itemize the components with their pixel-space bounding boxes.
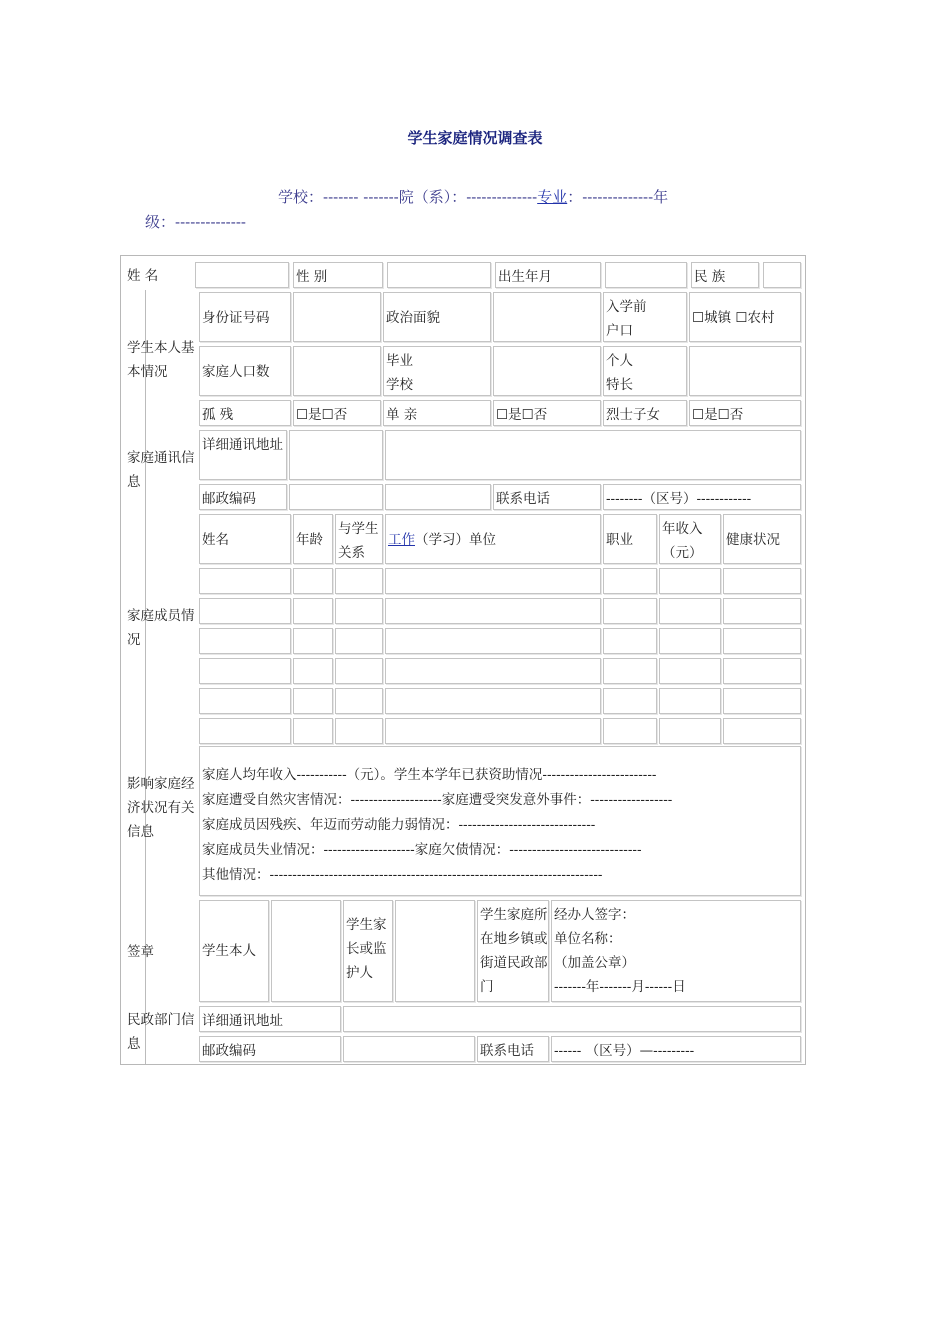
civil-address-field[interactable] bbox=[343, 1006, 801, 1032]
member-cell[interactable] bbox=[293, 568, 333, 594]
martyr-child-options[interactable]: ☐是☐否 bbox=[689, 400, 801, 426]
guardian-signature-field[interactable] bbox=[395, 900, 475, 1002]
orphan-options[interactable]: ☐是☐否 bbox=[293, 400, 381, 426]
label-postcode: 邮政编码 bbox=[199, 484, 287, 510]
member-cell[interactable] bbox=[723, 598, 801, 624]
label-single-parent: 单 亲 bbox=[383, 400, 491, 426]
name-field[interactable] bbox=[195, 262, 289, 288]
economy-info-block[interactable] bbox=[199, 746, 801, 896]
member-cell[interactable] bbox=[659, 598, 721, 624]
col-workplace-rest: （学习）单位 bbox=[415, 532, 496, 548]
member-cell[interactable] bbox=[659, 628, 721, 654]
member-cell[interactable] bbox=[199, 658, 291, 684]
member-cell[interactable] bbox=[723, 568, 801, 594]
member-cell[interactable] bbox=[723, 718, 801, 744]
col-member-workplace bbox=[385, 514, 601, 564]
ethnic-field[interactable] bbox=[763, 262, 801, 288]
label-ethnic: 民 族 bbox=[691, 262, 759, 288]
label-orphan: 孤 残 bbox=[199, 400, 291, 426]
section-basic-info: 学生本人基本情况 bbox=[127, 340, 195, 380]
member-cell[interactable] bbox=[659, 658, 721, 684]
member-cell[interactable] bbox=[603, 598, 657, 624]
col-member-job: 职业 bbox=[603, 514, 657, 564]
member-cell[interactable] bbox=[335, 658, 383, 684]
economy-line: 家庭遭受自然灾害情况：--------------------家庭遭受突发意外事件：------------------ bbox=[202, 792, 673, 808]
label-gender: 性 别 bbox=[293, 262, 383, 288]
member-cell[interactable] bbox=[335, 628, 383, 654]
civil-postcode-field[interactable] bbox=[343, 1036, 475, 1062]
col-member-name: 姓名 bbox=[199, 514, 291, 564]
member-cell[interactable] bbox=[603, 568, 657, 594]
section-signature: 签章 bbox=[127, 944, 154, 960]
label-specialty: 个人 特长 bbox=[603, 346, 687, 396]
member-cell[interactable] bbox=[199, 628, 291, 654]
gender-field[interactable] bbox=[387, 262, 491, 288]
section-family-contact: 家庭通讯信息 bbox=[127, 450, 195, 490]
label-address: 详细通讯地址 bbox=[199, 430, 287, 480]
member-cell[interactable] bbox=[293, 658, 333, 684]
member-cell[interactable] bbox=[293, 598, 333, 624]
header-line-2: 级：-------------- bbox=[145, 213, 246, 231]
member-cell[interactable] bbox=[723, 688, 801, 714]
member-cell[interactable] bbox=[385, 658, 601, 684]
label-family-size: 家庭人口数 bbox=[199, 346, 291, 396]
member-cell[interactable] bbox=[199, 688, 291, 714]
section-family-members: 家庭成员情况 bbox=[127, 608, 195, 648]
member-cell[interactable] bbox=[603, 658, 657, 684]
survey-form-table bbox=[120, 255, 806, 1065]
member-cell[interactable] bbox=[335, 718, 383, 744]
header-school-dept: 学校：------- -------院（系）：-------------- bbox=[278, 188, 538, 206]
header-major-suffix: ：--------------年 bbox=[567, 188, 669, 206]
label-civil-phone: 联系电话 bbox=[477, 1036, 549, 1062]
member-cell[interactable] bbox=[385, 568, 601, 594]
birth-field[interactable] bbox=[605, 262, 687, 288]
member-cell[interactable] bbox=[335, 598, 383, 624]
member-cell[interactable] bbox=[385, 718, 601, 744]
address-field-b[interactable] bbox=[385, 430, 801, 480]
member-cell[interactable] bbox=[199, 718, 291, 744]
member-cell[interactable] bbox=[603, 628, 657, 654]
member-cell[interactable] bbox=[659, 718, 721, 744]
member-cell[interactable] bbox=[335, 568, 383, 594]
col-member-age: 年龄 bbox=[293, 514, 333, 564]
specialty-field[interactable] bbox=[689, 346, 801, 396]
label-grad-school: 毕业 学校 bbox=[383, 346, 491, 396]
member-cell[interactable] bbox=[385, 628, 601, 654]
section-civil-dept: 民政部门信息 bbox=[127, 1012, 195, 1052]
member-cell[interactable] bbox=[723, 658, 801, 684]
label-civil-address: 详细通讯地址 bbox=[199, 1006, 341, 1032]
label-student-self: 学生本人 bbox=[199, 900, 269, 1002]
member-cell[interactable] bbox=[659, 688, 721, 714]
member-cell[interactable] bbox=[199, 598, 291, 624]
family-size-field[interactable] bbox=[293, 346, 381, 396]
label-politics: 政治面貌 bbox=[383, 292, 491, 342]
label-guardian: 学生家 长或监 护人 bbox=[343, 900, 393, 1002]
economy-line: 其他情况：------------------------------------------------------------------------- bbox=[202, 867, 603, 883]
id-number-field[interactable] bbox=[293, 292, 381, 342]
grad-school-field[interactable] bbox=[493, 346, 601, 396]
member-cell[interactable] bbox=[293, 628, 333, 654]
address-field-a[interactable] bbox=[289, 430, 383, 480]
single-parent-options[interactable]: ☐是☐否 bbox=[493, 400, 601, 426]
member-cell[interactable] bbox=[293, 688, 333, 714]
label-civil-office: 学生家庭所 在地乡镇或 街道民政部 门 bbox=[477, 900, 549, 1002]
economy-line: 家庭人均年收入-----------（元）。学生本学年已获资助情况------------------------- bbox=[202, 767, 657, 783]
col-member-income: 年收入 （元） bbox=[659, 514, 721, 564]
header-line-1 bbox=[278, 186, 668, 207]
postcode-field[interactable] bbox=[289, 484, 383, 510]
col-member-relation: 与学生 关系 bbox=[335, 514, 383, 564]
member-cell[interactable] bbox=[199, 568, 291, 594]
label-name: 姓 名 bbox=[127, 268, 159, 284]
officer-signature-block[interactable]: 经办人签字： 单位名称： （加盖公章） -------年-------月------日 bbox=[551, 900, 801, 1002]
civil-phone-field[interactable]: ------ （区号）—--------- bbox=[551, 1036, 801, 1062]
major-link[interactable]: 专业 bbox=[537, 188, 568, 206]
label-civil-postcode: 邮政编码 bbox=[199, 1036, 341, 1062]
label-phone: 联系电话 bbox=[493, 484, 601, 510]
label-hukou: 入学前 户口 bbox=[603, 292, 687, 342]
postcode-field-extra[interactable] bbox=[385, 484, 491, 510]
member-cell[interactable] bbox=[603, 688, 657, 714]
section-economy: 影响家庭经济状况有关信息 bbox=[127, 776, 195, 840]
member-cell[interactable] bbox=[293, 718, 333, 744]
member-cell[interactable] bbox=[385, 598, 601, 624]
member-cell[interactable] bbox=[335, 688, 383, 714]
col-member-health: 健康状况 bbox=[723, 514, 801, 564]
member-cell[interactable] bbox=[659, 568, 721, 594]
label-martyr-child: 烈士子女 bbox=[603, 400, 687, 426]
label-birth: 出生年月 bbox=[495, 262, 601, 288]
member-cell[interactable] bbox=[385, 688, 601, 714]
politics-field[interactable] bbox=[493, 292, 601, 342]
page-title: 学生家庭情况调查表 bbox=[407, 129, 543, 147]
economy-line: 家庭成员失业情况：--------------------家庭欠债情况：----------------------------- bbox=[202, 842, 642, 858]
economy-line: 家庭成员因残疾、年迈而劳动能力弱情况：------------------------------ bbox=[202, 817, 596, 833]
member-cell[interactable] bbox=[723, 628, 801, 654]
work-link[interactable]: 工作 bbox=[388, 532, 415, 548]
hukou-options[interactable]: ☐城镇 ☐农村 bbox=[689, 292, 801, 342]
student-signature-field[interactable] bbox=[271, 900, 341, 1002]
member-cell[interactable] bbox=[603, 718, 657, 744]
phone-field[interactable]: --------（区号）------------ bbox=[603, 484, 801, 510]
label-id-number: 身份证号码 bbox=[199, 292, 291, 342]
